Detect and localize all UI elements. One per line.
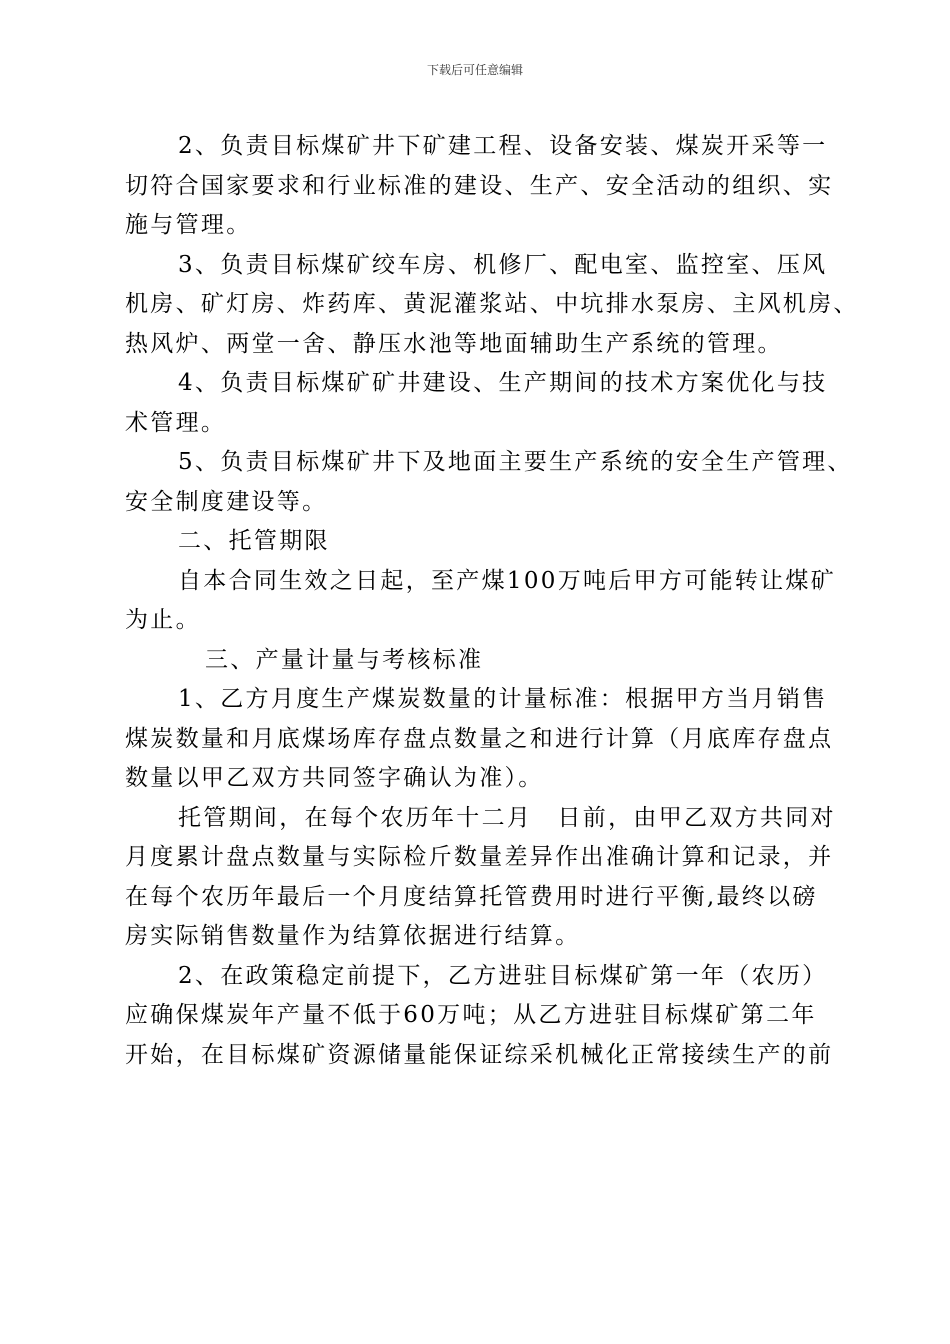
text-line: 数量以甲乙双方共同签字确认为准）。 bbox=[125, 765, 544, 791]
text-line: 月度累计盘点数量与实际检斤数量差异作出准确计算和记录，并 bbox=[125, 844, 834, 870]
text-line: 施与管理。 bbox=[125, 212, 252, 238]
text-line: 术管理。 bbox=[125, 409, 227, 436]
text-line: 煤炭数量和月底煤场库存盘点数量之和进行计算（月底库存盘点 bbox=[125, 725, 834, 752]
page-header: 下载后可任意编辑 bbox=[426, 63, 523, 77]
text-line: 切符合国家要求和行业标准的建设、生产、安全活动的组织、实 bbox=[125, 172, 834, 199]
text-line: 5、负责目标煤矿井下及地面主要生产系统的安全生产管理、 bbox=[178, 449, 853, 475]
text-line: 房实际销售数量作为结算依据进行结算。 bbox=[125, 923, 581, 949]
text-line: 4、负责目标煤矿矿井建设、生产期间的技术方案优化与技 bbox=[178, 370, 828, 396]
section-heading: 二、托管期限 bbox=[178, 528, 330, 554]
text-line: 机房、矿灯房、炸药库、黄泥灌浆站、中坑排水泵房、主风机房、 bbox=[125, 291, 859, 317]
text-line: 自本合同生效之日起，至产煤100万吨后甲方可能转让煤矿 bbox=[178, 567, 836, 594]
text-line: 安全制度建设等。 bbox=[125, 488, 328, 515]
text-line: 托管期间，在每个农历年十二月 日前，由甲乙双方共同对 bbox=[178, 804, 836, 831]
document-body bbox=[125, 127, 859, 1075]
text-line: 2、负责目标煤矿井下矿建工程、设备安装、煤炭开采等一 bbox=[178, 133, 828, 159]
text-line: 应确保煤炭年产量不低于60万吨；从乙方进驻目标煤矿第二年 bbox=[125, 1002, 817, 1028]
text-line: 3、负责目标煤矿绞车房、机修厂、配电室、监控室、压风 bbox=[178, 251, 828, 278]
text-line: 热风炉、两堂一舍、静压水池等地面辅助生产系统的管理。 bbox=[125, 330, 783, 357]
section-heading: 三、产量计量与考核标准 bbox=[205, 646, 484, 673]
text-line: 2、在政策稳定前提下，乙方进驻目标煤矿第一年（农历） bbox=[178, 962, 828, 989]
text-line: 开始，在目标煤矿资源储量能保证综采机械化正常接续生产的前 bbox=[125, 1041, 834, 1068]
text-line: 1、乙方月度生产煤炭数量的计量标准：根据甲方当月销售 bbox=[178, 686, 828, 712]
text-line: 在每个农历年最后一个月度结算托管费用时进行平衡,最终以磅 bbox=[125, 883, 818, 910]
text-line: 为止。 bbox=[125, 607, 201, 633]
